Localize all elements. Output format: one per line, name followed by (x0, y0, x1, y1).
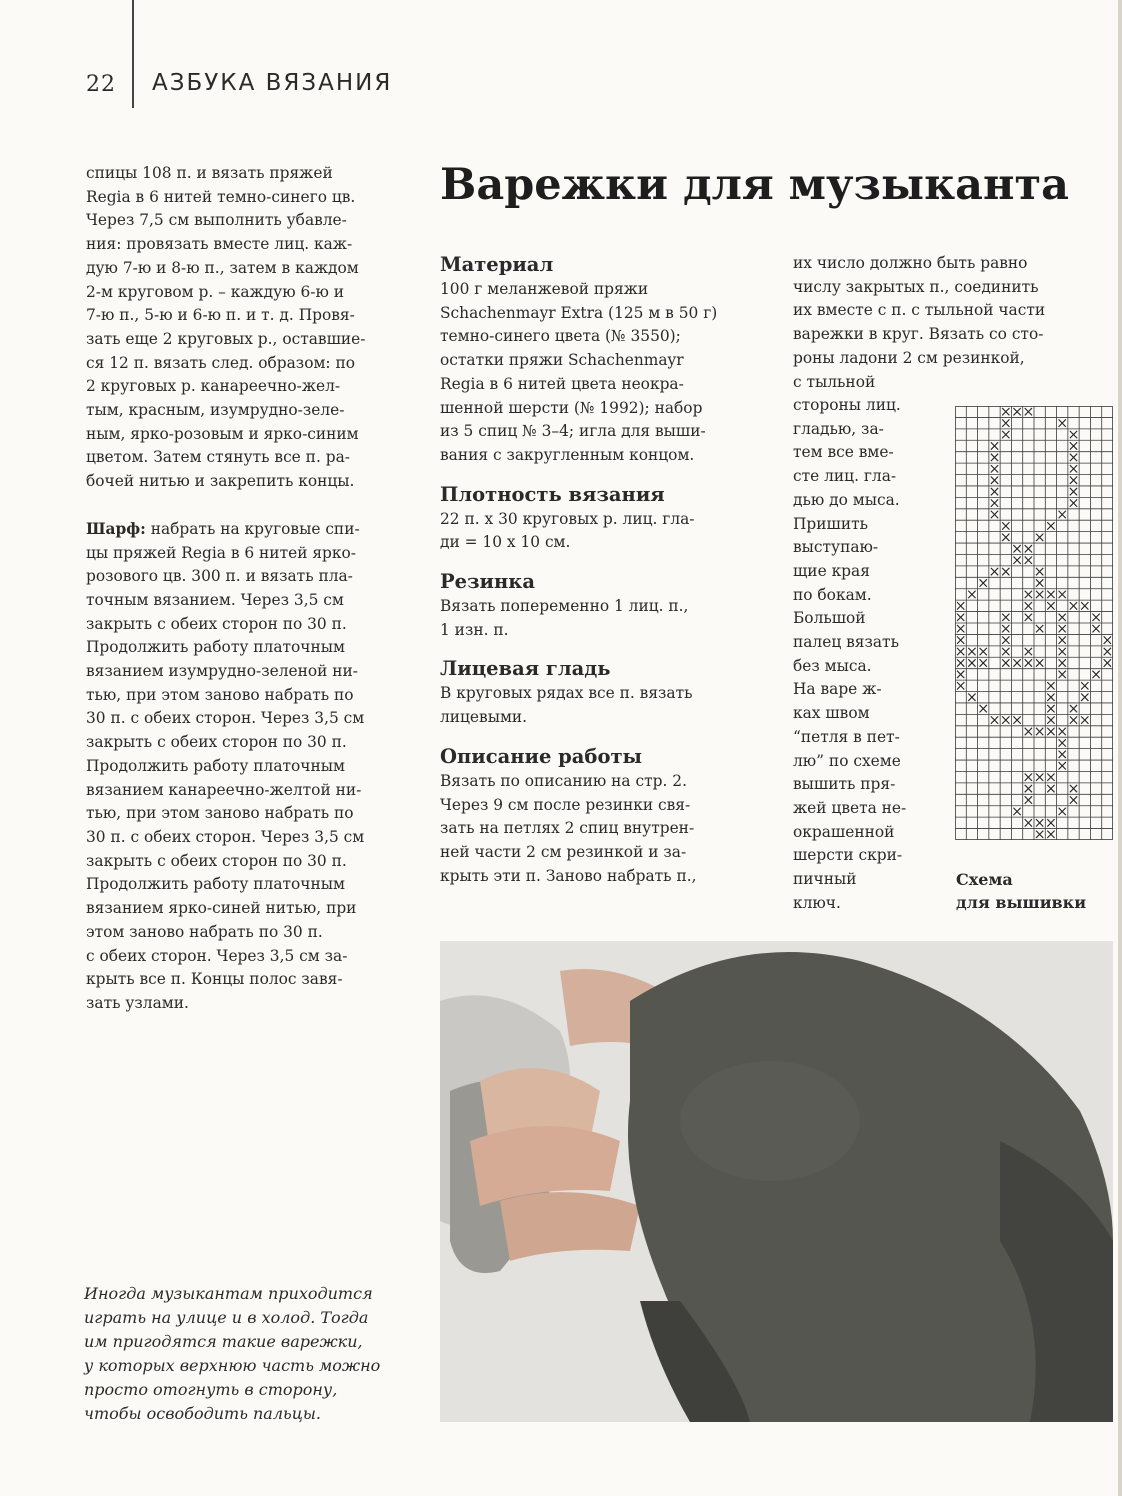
chart-cross-mark (1059, 636, 1066, 643)
stockinette-section (440, 656, 766, 729)
paragraph-scarf (86, 518, 416, 1016)
chart-cross-mark (980, 648, 987, 655)
text-line: ней части 2 см резинкой и за- (440, 842, 687, 861)
left-column (86, 162, 416, 1016)
text-line: шенной шерсти (№ 1992); набор (440, 398, 703, 417)
text-line: лю” по схеме (793, 751, 901, 770)
text-line: Вязать по описанию на стр. 2. (440, 771, 687, 790)
rib-heading: Резинка (440, 570, 535, 594)
chart-cross-mark (1002, 568, 1009, 575)
chart-cross-mark (1070, 477, 1077, 484)
text-line: по бокам. (793, 585, 872, 604)
chart-caption-line2: для вышивки (956, 893, 1087, 912)
chart-cross-mark (1013, 556, 1020, 563)
text-line: ди = 10 х 10 см. (440, 533, 571, 552)
right-column-narrow (793, 394, 943, 915)
chart-cross-mark (1059, 591, 1066, 598)
chart-cross-mark (1059, 728, 1066, 735)
chart-cross-mark (1025, 773, 1032, 780)
text-line: дью до мыса. (793, 490, 900, 509)
chart-cross-mark (1070, 602, 1077, 609)
chart-cross-mark (1081, 694, 1088, 701)
chart-cross-mark (957, 648, 964, 655)
text-line: этом заново набрать по 30 п. (86, 922, 323, 941)
chart-cross-mark (1013, 545, 1020, 552)
text-line: “петля в пет- (793, 727, 900, 746)
scarf-label: Шарф: (86, 519, 146, 538)
text-line: В круговых рядах все п. вязать (440, 684, 693, 703)
chart-cross-mark (968, 659, 975, 666)
chart-cross-mark (1025, 614, 1032, 621)
text-line: дую 7-ю и 8-ю п., затем в каждом (86, 258, 359, 277)
text-line: розового цв. 300 п. и вязать пла- (86, 567, 353, 586)
caption-line: чтобы освободить пальцы. (84, 1404, 322, 1423)
chart-cross-mark (957, 614, 964, 621)
text-line: зать еще 2 круговых р., оставшие- (86, 329, 366, 348)
mitten-photo (440, 941, 1113, 1422)
chart-cross-mark (1059, 511, 1066, 518)
chart-cross-mark (1036, 625, 1043, 632)
text-line: тью, при этом заново набрать по (86, 685, 354, 704)
chart-cross-mark (1104, 648, 1111, 655)
text-line: шерсти скри- (793, 846, 903, 865)
header-divider (132, 0, 134, 108)
text-line: 1 изн. п. (440, 620, 509, 639)
text-line: окрашенной (793, 822, 895, 841)
chart-cross-mark (1059, 625, 1066, 632)
text-line: Продолжить работу платочным (86, 638, 345, 657)
chart-cross-mark (1036, 579, 1043, 586)
chart-cross-mark (980, 659, 987, 666)
chart-cross-mark (1047, 716, 1054, 723)
material-section (440, 252, 766, 468)
chart-cross-mark (1070, 796, 1077, 803)
text-line: вышить пря- (793, 775, 896, 794)
chart-cross-mark (1013, 408, 1020, 415)
text-line: жей цвета не- (793, 798, 907, 817)
text-line: щие края (793, 561, 870, 580)
text-line: вания с закругленным концом. (440, 445, 695, 464)
chart-cross-mark (1070, 705, 1077, 712)
chart-cross-mark (991, 488, 998, 495)
text-line: тью, при этом заново набрать по (86, 804, 354, 823)
chart-cross-mark (1002, 534, 1009, 541)
chart-cross-mark (1047, 831, 1054, 838)
chart-cross-mark (1047, 819, 1054, 826)
chart-cross-mark (1070, 431, 1077, 438)
text-line: цы пряжей Regia в 6 нитей ярко- (86, 543, 356, 562)
chart-cross-mark (1070, 716, 1077, 723)
chart-cross-mark (1002, 614, 1009, 621)
page-edge (1118, 0, 1122, 1496)
chart-cross-mark (1081, 602, 1088, 609)
chart-cross-mark (1002, 522, 1009, 529)
chart-cross-mark (1013, 659, 1020, 666)
text-line: гладью, за- (793, 419, 884, 438)
article-title: Варежки для музыканта (440, 160, 1070, 210)
middle-column (440, 252, 766, 902)
chart-cross-mark (1047, 694, 1054, 701)
text-line: закрыть с обеих сторон по 30 п. (86, 614, 347, 633)
text-line: ным, ярко-розовым и ярко-синим (86, 424, 359, 443)
text-line: Продолжить работу платочным (86, 756, 345, 775)
chart-cross-mark (1025, 796, 1032, 803)
text-line: цветом. Затем стянуть все п. ра- (86, 448, 350, 467)
text-line: Через 9 см после резинки свя- (440, 795, 691, 814)
chart-cross-mark (1059, 614, 1066, 621)
chart-cross-mark (1081, 716, 1088, 723)
chart-cross-mark (957, 636, 964, 643)
chart-cross-mark (1092, 625, 1099, 632)
chart-cross-mark (991, 442, 998, 449)
text-line: 100 г меланжевой пряжи (440, 280, 649, 298)
text-line: Schachenmayr Extra (125 м в 50 г) (440, 303, 718, 322)
embroidery-chart (955, 406, 1113, 840)
text-line: Вязать попеременно 1 лиц. п., (440, 597, 689, 616)
text-line: ся 12 п. вязать след. образом: по (86, 353, 356, 372)
chart-cross-mark (957, 671, 964, 678)
chart-cross-mark (1047, 682, 1054, 689)
chart-cross-mark (1002, 648, 1009, 655)
chart-cross-mark (980, 579, 987, 586)
chart-cross-mark (1104, 636, 1111, 643)
chart-cross-mark (1036, 659, 1043, 666)
right-column-top (793, 252, 1098, 394)
text-line: 7-ю п., 5-ю и 6-ю п. и т. д. Провя- (86, 306, 355, 325)
chart-cross-mark (1070, 488, 1077, 495)
text-line: варежки в круг. Вязать со сто- (793, 325, 1044, 344)
chart-cross-mark (1013, 808, 1020, 815)
section-title: АЗБУКА ВЯЗАНИЯ (152, 70, 393, 96)
chart-cross-mark (1047, 591, 1054, 598)
chart-cross-mark (1025, 602, 1032, 609)
text-line: Продолжить работу платочным (86, 875, 345, 894)
chart-cross-mark (1070, 454, 1077, 461)
chart-cross-mark (968, 591, 975, 598)
chart-cross-mark (1059, 762, 1066, 769)
chart-cross-mark (1047, 522, 1054, 529)
chart-cross-mark (1025, 591, 1032, 598)
chart-cross-mark (1070, 465, 1077, 472)
chart-cross-mark (1104, 659, 1111, 666)
caption-line: им пригодятся такие варежки, (84, 1332, 363, 1351)
text-line: вязанием канареечно-желтой ни- (86, 780, 362, 799)
text-line: остатки пряжи Schachenmayr (440, 351, 684, 370)
work-heading: Описание работы (440, 744, 643, 768)
text-line: Regia в 6 нитей цвета неокра- (440, 374, 684, 393)
text-line: пичный (793, 870, 857, 889)
chart-cross-mark (991, 454, 998, 461)
chart-cross-mark (1092, 671, 1099, 678)
text-line: вязанием ярко-синей нитью, при (86, 899, 357, 918)
chart-cross-mark (1092, 614, 1099, 621)
text-line: ния: провязать вместе лиц. каж- (86, 235, 353, 254)
chart-cross-mark (1025, 728, 1032, 735)
text-line: Через 7,5 см выполнить убавле- (86, 211, 347, 230)
text-line: темно-синего цвета (№ 3550); (440, 327, 681, 346)
text-line: из 5 спиц № 3–4; игла для выши- (440, 422, 706, 441)
chart-cross-mark (1059, 648, 1066, 655)
text-line: закрыть с обеих сторон по 30 п. (86, 733, 347, 752)
text-line: 30 п. с обеих сторон. Через 3,5 см (86, 827, 365, 846)
rib-section (440, 569, 766, 642)
chart-cross-mark (1036, 591, 1043, 598)
text-line: На варе ж- (793, 680, 882, 699)
chart-cross-mark (991, 716, 998, 723)
chart-cross-mark (957, 625, 964, 632)
text-line: лицевыми. (440, 708, 528, 727)
chart-cross-mark (1047, 602, 1054, 609)
chart-cross-mark (1047, 705, 1054, 712)
chart-cross-mark (1047, 773, 1054, 780)
text-line: крыть эти п. Заново набрать п., (440, 866, 697, 885)
text-line: 2-м круговом р. – каждую 6-ю и (86, 282, 345, 301)
text-line: их вместе с п. с тыльной части (793, 301, 1046, 320)
chart-cross-mark (1059, 671, 1066, 678)
chart-cross-mark (968, 648, 975, 655)
chart-cross-mark (1025, 785, 1032, 792)
text-line: крыть все п. Концы полос завя- (86, 970, 343, 989)
text-line: ключ. (793, 893, 841, 912)
chart-cross-mark (1059, 808, 1066, 815)
text-line: ках швом (793, 704, 870, 723)
chart-cross-mark (1025, 819, 1032, 826)
chart-cross-mark (1036, 568, 1043, 575)
chart-cross-mark (1070, 785, 1077, 792)
chart-caption (956, 868, 1086, 914)
text-line: роны ладони 2 см резинкой, (793, 348, 1025, 367)
text-line: числу закрытых п., соединить (793, 277, 1039, 296)
chart-cross-mark (1002, 431, 1009, 438)
chart-cross-mark (1002, 659, 1009, 666)
caption-line: просто отогнуть в сторону, (84, 1380, 338, 1399)
chart-cross-mark (1002, 716, 1009, 723)
density-section (440, 482, 766, 555)
text-line: точным вязанием. Через 3,5 см (86, 590, 344, 609)
chart-cross-mark (1013, 716, 1020, 723)
text-line: выступаю- (793, 538, 879, 557)
text-line: 30 п. с обеих сторон. Через 3,5 см (86, 709, 365, 728)
chart-cross-mark (1070, 442, 1077, 449)
chart-cross-mark (991, 568, 998, 575)
chart-cross-mark (991, 465, 998, 472)
scarf-first-line: набрать на круговые спи- (145, 519, 360, 538)
chart-cross-mark (1036, 831, 1043, 838)
text-line: зать узлами. (86, 993, 189, 1012)
chart-cross-mark (1036, 819, 1043, 826)
chart-cross-mark (957, 682, 964, 689)
chart-cross-mark (1025, 648, 1032, 655)
chart-cross-mark (1025, 659, 1032, 666)
chart-cross-mark (1081, 682, 1088, 689)
chart-cross-mark (1002, 408, 1009, 415)
text-line: с тыльной (793, 372, 876, 391)
text-line: зать на петлях 2 спиц внутрен- (440, 819, 695, 838)
chart-cross-mark (957, 659, 964, 666)
chart-cross-mark (957, 602, 964, 609)
caption-line: играть на улице и в холод. Тогда (84, 1308, 369, 1327)
chart-cross-mark (991, 477, 998, 484)
caption-line: Иногда музыкантам приходится (84, 1284, 373, 1303)
chart-cross-mark (1002, 625, 1009, 632)
text-line: Regia в 6 нитей темно-синего цв. (86, 187, 356, 206)
chart-cross-mark (968, 694, 975, 701)
chart-cross-mark (1002, 419, 1009, 426)
chart-cross-mark (1036, 773, 1043, 780)
text-line: палец вязать (793, 633, 899, 652)
chart-cross-mark (1070, 499, 1077, 506)
paragraph-hat (86, 162, 416, 494)
chart-cross-mark (1036, 728, 1043, 735)
chart-cross-mark (1059, 739, 1066, 746)
chart-cross-mark (1047, 728, 1054, 735)
page-number: 22 (86, 72, 116, 97)
text-line: закрыть с обеих сторон по 30 п. (86, 851, 347, 870)
chart-cross-mark (1059, 659, 1066, 666)
text-line: бочей нитью и закрепить концы. (86, 472, 355, 491)
work-section (440, 744, 766, 889)
chart-cross-mark (1059, 419, 1066, 426)
text-line: тем все вме- (793, 443, 894, 462)
caption-line: у которых верхнюю часть можно (84, 1356, 381, 1375)
chart-cross-mark (1059, 751, 1066, 758)
text-line: Пришить (793, 514, 868, 533)
text-line: с обеих сторон. Через 3,5 см за- (86, 946, 348, 965)
text-line: 2 круговых р. канареечно-жел- (86, 377, 341, 396)
density-heading: Плотность вязания (440, 482, 665, 506)
chart-cross-mark (1025, 545, 1032, 552)
text-line: сте лиц. гла- (793, 467, 897, 486)
chart-cross-mark (1036, 534, 1043, 541)
text-line: спицы 108 п. и вязать пряжей (86, 164, 333, 182)
chart-cross-mark (980, 705, 987, 712)
text-line: без мыса. (793, 656, 872, 675)
material-heading: Материал (440, 253, 554, 276)
text-line: тым, красным, изумрудно-зеле- (86, 401, 345, 420)
text-line: 22 п. х 30 круговых р. лиц. гла- (440, 509, 695, 528)
text-line: их число должно быть равно (793, 254, 1028, 272)
chart-cross-mark (1025, 408, 1032, 415)
chart-cross-mark (1047, 785, 1054, 792)
photo-caption (84, 1282, 414, 1426)
chart-caption-line1: Схема (956, 870, 1013, 889)
chart-cross-mark (991, 511, 998, 518)
text-line: вязанием изумрудно-зеленой ни- (86, 662, 358, 681)
text-line: Большой (793, 609, 866, 628)
text-line: стороны лиц. (793, 396, 901, 414)
chart-cross-mark (1025, 556, 1032, 563)
stockinette-heading: Лицевая гладь (440, 657, 611, 681)
chart-cross-mark (991, 499, 998, 506)
chart-cross-mark (1002, 636, 1009, 643)
